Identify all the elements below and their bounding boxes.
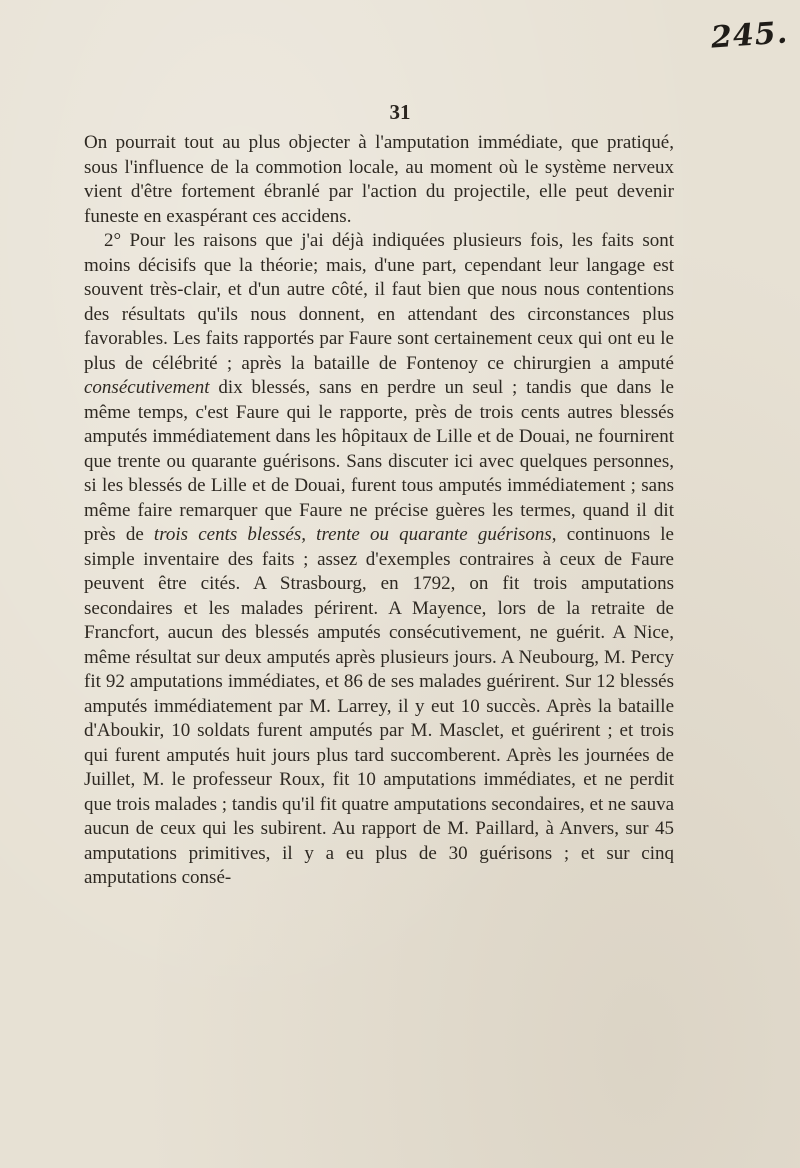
paragraph-2 — [84, 229, 674, 891]
paragraph-2-text-c: dix blessés, sans en perdre un seul ; tandis que dans le même temps, c'est Faure qui le rapporte, près de trois cents autres blessés amputés immédiatement dans les hôpitaux de Lille et de Douai, ne fournirent que trente ou quarante guérisons. Sans discuter ici avec quelques personnes, si les blessés de Lille et de Douai, furent tous amputés immédiatement ; sans même faire remarquer que Faure ne précise guères les termes, quand il dit près de — [84, 377, 674, 545]
paragraph-2-text-e: , continuons le simple inventaire des faits ; assez d'exemples contraires à ceux de Faure peuvent être cités. A Strasbourg, en 1792, on fit trois amputations secondaires et les malades périrent. A Mayence, lors de la retraite de Francfort, aucun des blessés amputés consécutivement, ne guérit. A Nice, même résultat sur deux amputés après plusieurs jours. A Neubourg, M. Percy fit 92 amputations immédiates, et 86 de ses malades guérirent. Sur 12 blessés amputés immédiatement par M. Larrey, il y eut 10 succès. Après la bataille d'Aboukir, 10 soldats furent amputés par M. Masclet, et guérirent ; et trois qui furent amputés huit jours plus tard succomberent. Après les journées de Juillet, M. le professeur Roux, fit 10 amputations immédiates, et ne perdit que trois malades ; tandis qu'il fit quatre amputations secondaires, et ne sauva aucun de ceux qui les subirent. Au rapport de M. Paillard, à Anvers, sur 45 amputations primitives, il y a eu plus de 30 guérisons ; et sur cinq amputations consé- — [84, 524, 674, 888]
page-number: 31 — [389, 100, 411, 124]
handwritten-folio-number: 245. — [709, 15, 790, 56]
body-text — [84, 131, 674, 891]
paragraph-2-text-a: 2° Pour les raisons que j'ai déjà indiquées plusieurs fois, les faits sont moins décisifs que la théorie; mais, d'une part, cependant leur langage est souvent très-clair, et d'un autre côté, il faut bien que nous nous contentions des résultats qu'ils nous donnent, en attendant des circonstances plus favorables. Les faits rapportés par Faure sont certainement ceux qui ont eu le plus de célébrité ; après la bataille de Fontenoy ce chirurgien a amputé — [84, 230, 674, 374]
paragraph-2-italic-consecutivement: consécutivement — [84, 377, 210, 398]
paragraph-1: On pourrait tout au plus objecter à l'amputation immédiate, que pratiqué, sous l'influence de la commotion locale, au moment où le système nerveux vient d'être fortement ébranlé par l'action du projectile, elle peut devenir funeste en exaspérant ces accidens. — [84, 132, 674, 227]
paragraph-2-italic-quote: trois cents blessés, trente ou quarante guérisons — [153, 524, 552, 545]
